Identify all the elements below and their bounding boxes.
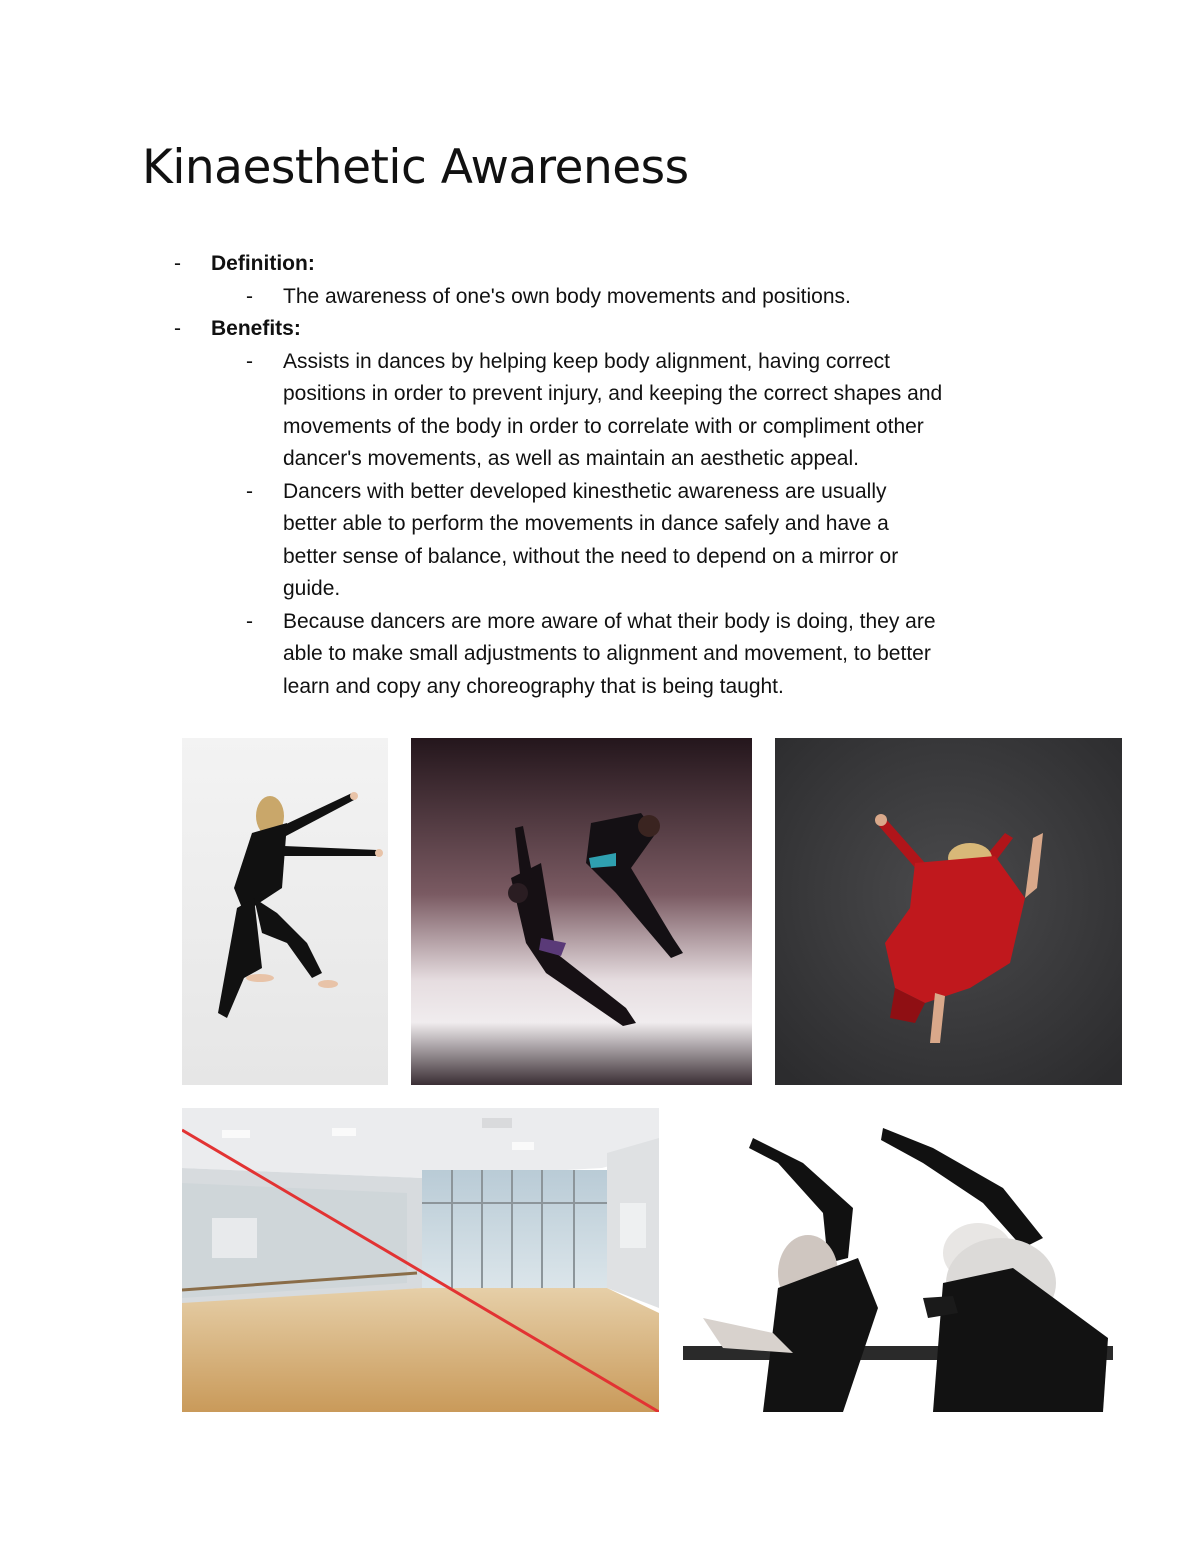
benefit-3-line-1: Because dancers are more aware of what their body is doing, they are (283, 609, 936, 633)
benefit-2-line-3: better sense of balance, without the need to depend on a mirror or (283, 544, 899, 568)
benefit-1-line-3: movements of the body in order to correlate with or compliment other (283, 414, 924, 438)
bullet-dash: - (174, 317, 181, 340)
dance-studio-mirror-photo (182, 1108, 659, 1412)
benefit-2-line-4: guide. (283, 577, 341, 600)
dancer-black-leotard-photo (182, 738, 388, 1085)
two-dancers-leaping-photo (411, 738, 752, 1085)
benefit-3-line-3: learn and copy any choreography that is being taught. (283, 674, 784, 698)
benefit-3-line-2: able to make small adjustments to alignment and movement, to better (283, 642, 931, 665)
section-heading-definition: Definition: (211, 252, 315, 275)
bullet-dash: - (174, 252, 181, 275)
section-heading-benefits: Benefits: (211, 317, 301, 340)
benefit-2-line-2: better able to perform the movements in dance safely and have a (283, 512, 889, 535)
benefit-2-line-1: Dancers with better developed kinesthetic awareness are usually (283, 479, 887, 503)
page-title: Kinaesthetic Awareness (142, 140, 689, 195)
bullet-dash: - (246, 349, 253, 373)
benefit-1-line-2: positions in order to prevent injury, and keeping the correct shapes and (283, 382, 943, 405)
dancers-stretching-barre-photo (683, 1108, 1113, 1412)
bullet-dash: - (246, 284, 253, 308)
definition-text: The awareness of one's own body movements and positions. (283, 284, 851, 308)
bullet-dash: - (246, 609, 253, 633)
benefit-1-line-4: dancer's movements, as well as maintain an aesthetic appeal. (283, 447, 859, 470)
dancer-red-dress-jump-photo (775, 738, 1122, 1085)
benefit-1-line-1: Assists in dances by helping keep body alignment, having correct (283, 349, 891, 373)
bullet-dash: - (246, 479, 253, 503)
